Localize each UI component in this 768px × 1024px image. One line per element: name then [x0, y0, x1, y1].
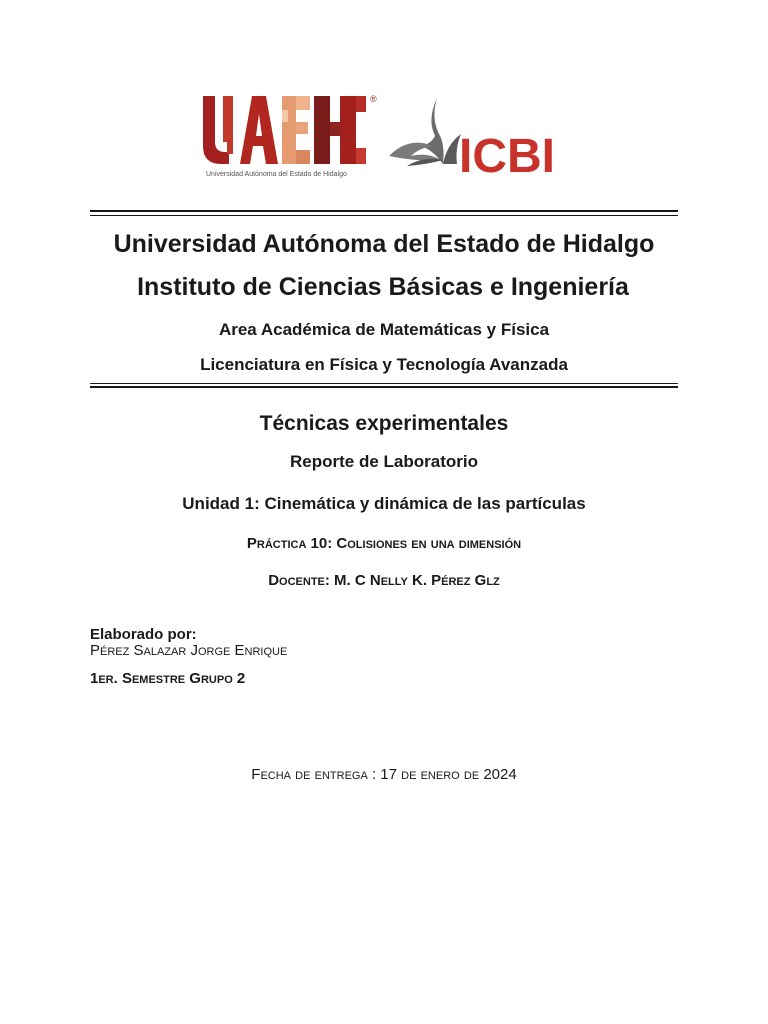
practice-title: Práctica 10: Colisiones en una dimensión [246, 535, 522, 552]
top-rule-thin [90, 215, 678, 216]
academic-area: Area Académica de Matemáticas y Física [218, 320, 550, 339]
icbi-text: ICBI [459, 130, 555, 182]
institute-name: Instituto de Ciencias Básicas e Ingeniería [137, 273, 629, 301]
degree-program: Licenciatura en Física y Tecnología Avanzada [200, 355, 568, 374]
teacher-name: Docente: M. C Nelly K. Pérez Glz [268, 572, 500, 589]
unit-title: Unidad 1: Cinemática y dinámica de las partículas [182, 494, 586, 513]
author-name: Pérez Salazar Jorge Enrique [90, 642, 288, 659]
group-info: 1er. Semestre Grupo 2 [90, 670, 246, 687]
top-rule-thick [90, 210, 678, 212]
report-type: Reporte de Laboratorio [290, 452, 478, 471]
bottom-rule-thin [90, 383, 678, 384]
course-title: Técnicas experimentales [259, 412, 509, 435]
delivery-date: Fecha de entrega : 17 de enero de 2024 [251, 766, 517, 783]
university-name: Universidad Autónoma del Estado de Hidalgo [113, 230, 655, 258]
uaeh-logo [200, 92, 385, 182]
uaeh-caption: Universidad Autónoma del Estado de Hidalgo [206, 171, 347, 178]
logo-bar [200, 92, 580, 182]
registered-mark: ® [370, 94, 377, 104]
author-label: Elaborado por: [90, 626, 197, 643]
icbi-logo [385, 92, 580, 182]
bottom-rule-thick [90, 386, 678, 388]
